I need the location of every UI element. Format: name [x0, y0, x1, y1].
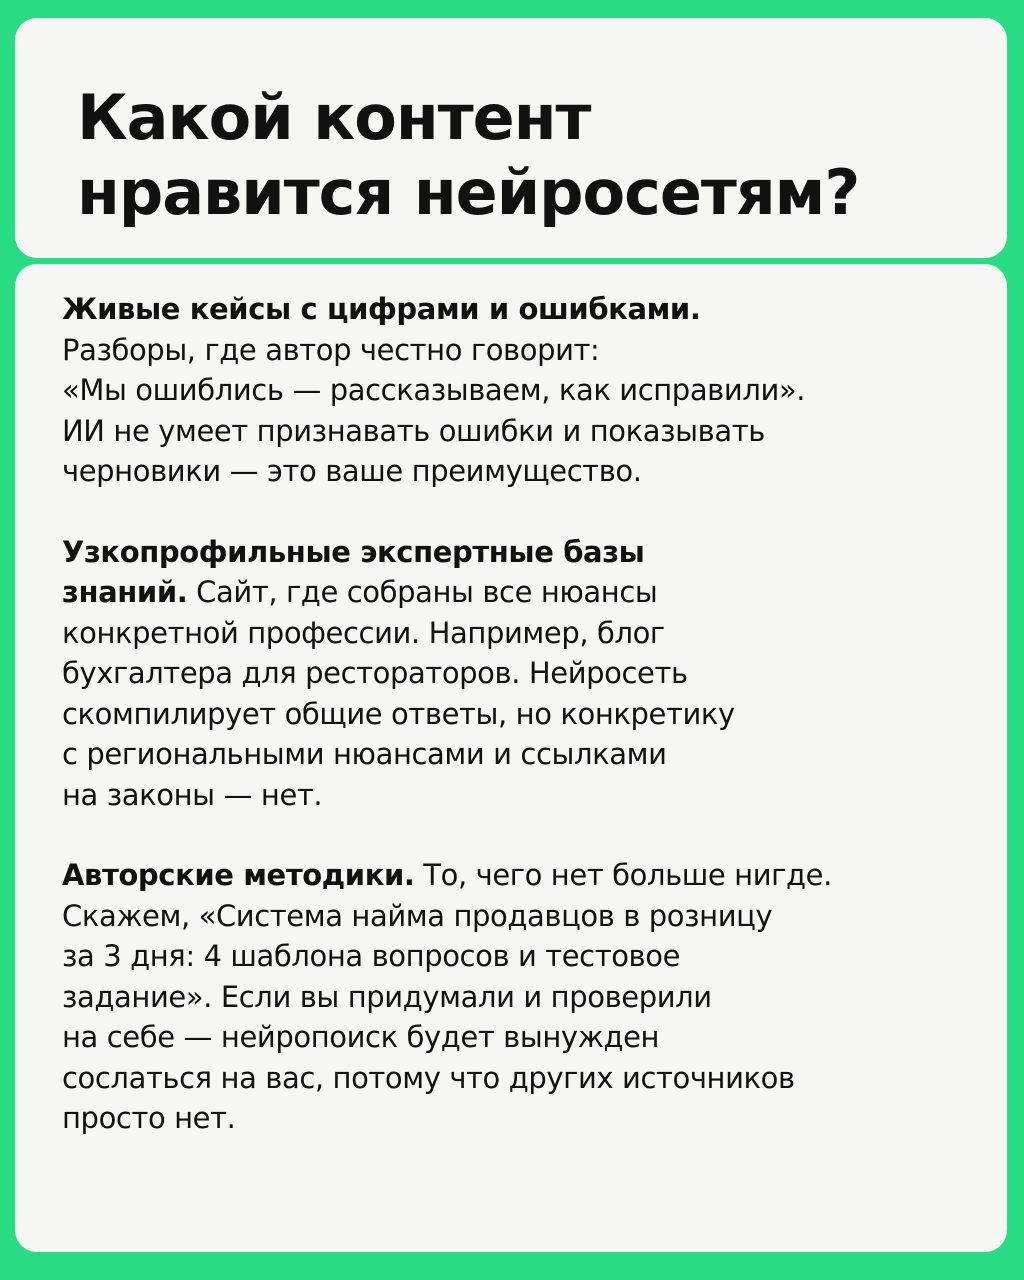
text-line: «Мы ошиблись — рассказываем, как исправили». [62, 373, 806, 407]
section-heading: Авторские методики. [62, 858, 415, 892]
text-line: скомпилирует общие ответы, но конкретику [62, 696, 735, 731]
text-line: Скажем, «Система найма продавцов в розницу [62, 898, 773, 933]
page-title [77, 80, 1007, 230]
section-expert-knowledge-bases [62, 532, 977, 816]
section-live-cases [62, 289, 977, 492]
text-line: ИИ не умеет признавать ошибки и показывать [62, 413, 765, 448]
title-card [15, 18, 1007, 258]
section-heading: знаний. [62, 575, 188, 609]
text-line: Разборы, где автор честно говорит: [62, 332, 600, 367]
text-line: черновики — это ваше преимущество. [62, 454, 642, 488]
text-line: бухгалтера для рестораторов. Нейросеть [62, 656, 688, 690]
text-line: на себе — нейропоиск будет вынужден [62, 1020, 660, 1054]
text-line: сослаться на вас, потому что других источников [62, 1060, 795, 1095]
section-author-methods [62, 855, 977, 1139]
text-line [62, 855, 977, 896]
text-line: на законы — нет. [62, 777, 323, 812]
text-line: задание». Если вы придумали и проверили [62, 979, 712, 1014]
text-line: конкретной профессии. Например, блог [62, 615, 665, 650]
text-line [62, 572, 977, 613]
text-line: просто нет. [62, 1101, 236, 1135]
text-line: за 3 дня: 4 шаблона вопросов и тестовое [62, 939, 681, 973]
section-heading: Узкопрофильные экспертные базы [62, 534, 645, 569]
text-line [62, 289, 977, 330]
content-card [15, 264, 1007, 1252]
text-line: с региональными нюансами и ссылками [62, 737, 667, 771]
text-fragment: Сайт, где собраны все нюансы [187, 575, 658, 609]
text-line [62, 532, 977, 573]
title-line-1: Какой контент [77, 81, 591, 154]
section-heading: Живые кейсы с цифрами и ошибками. [62, 292, 701, 326]
title-line-2: нравится нейросетям? [77, 156, 860, 229]
text-fragment: То, чего нет больше нигде. [414, 858, 832, 892]
